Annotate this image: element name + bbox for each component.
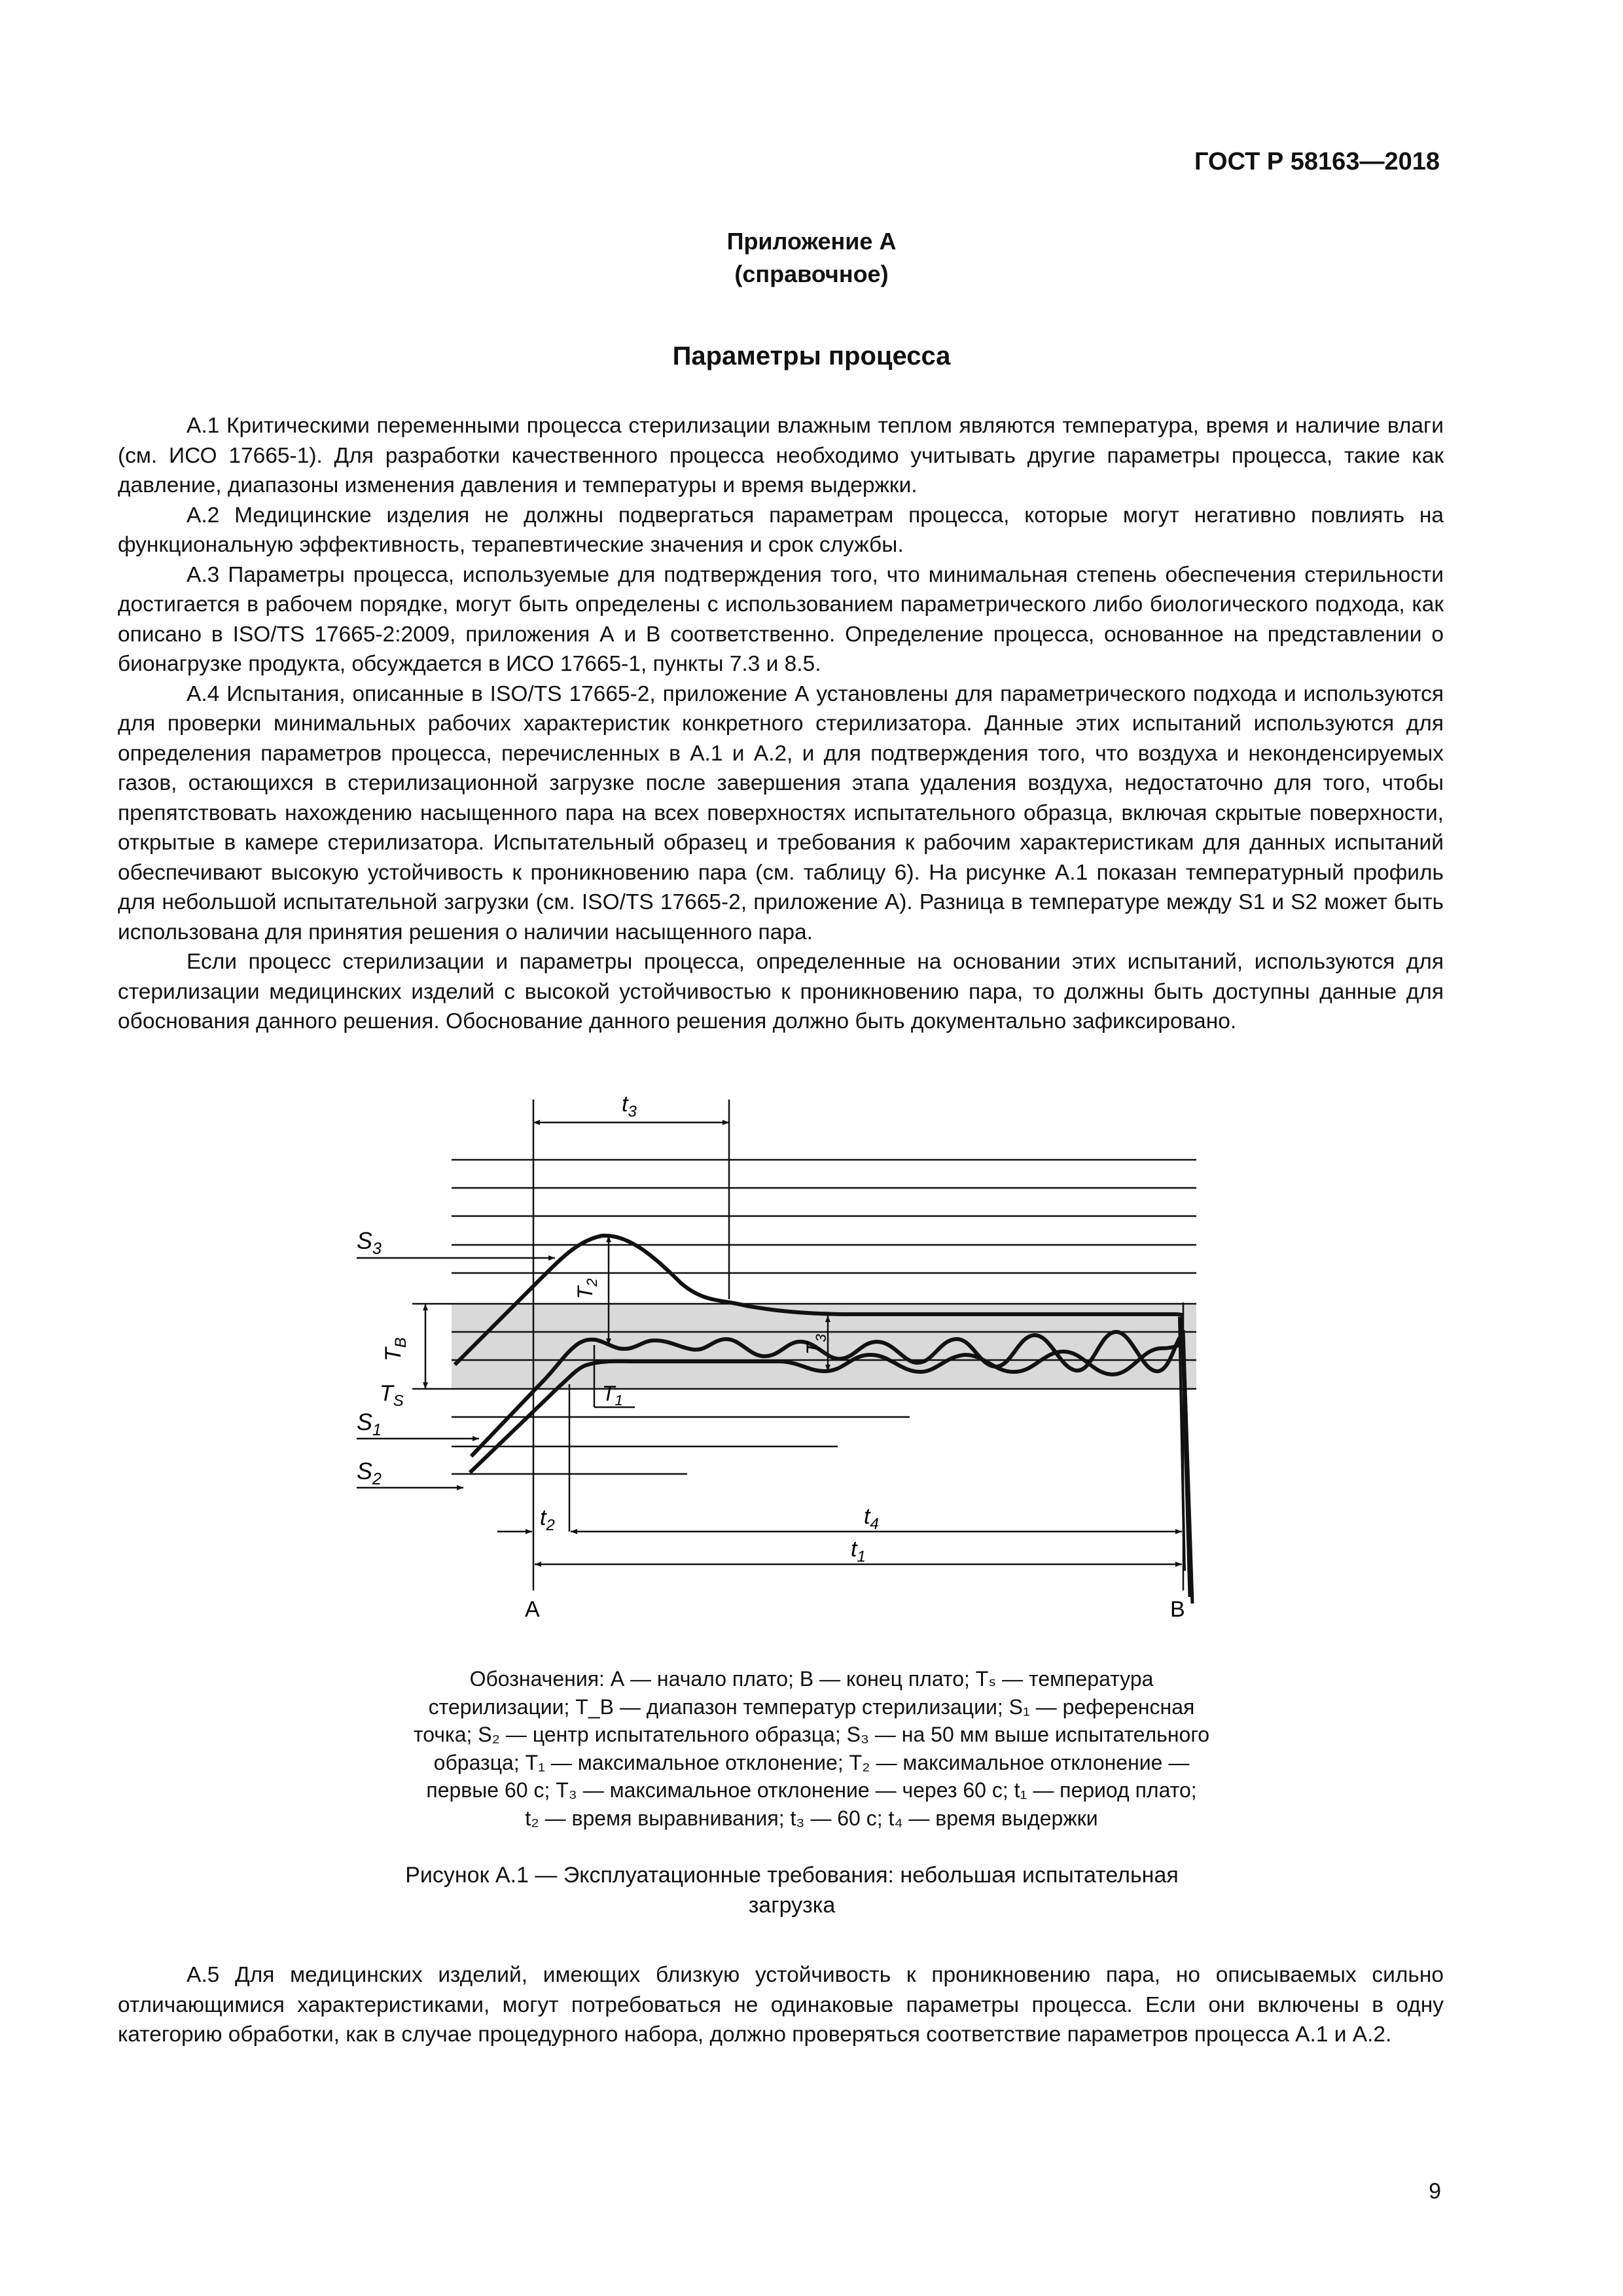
point-a-label: A — [525, 1597, 540, 1622]
paragraph-a1: А.1 Критическими переменными процесса стерилизации влажным теплом являются температура, время и наличие влаги (см. ИСО 17665-1). Для разработки качественного процесса необходимо учитывать другие параметры процесса, такие как давление, диапазоны изменения давления и температуры и время выдержки. — [118, 414, 1444, 497]
legend-line: Обозначения: А — начало плато; В — конец плато; Tₛ — температура — [469, 1667, 1154, 1691]
legend-line: первые 60 с; T₃ — максимальное отклонение — через 60 с; t₁ — период плато; — [426, 1778, 1197, 1802]
paragraph-a4: А.4 Испытания, описанные в ISO/TS 17665-2, приложение А установлены для параметрического подхода и используются для проверки минимальных рабочих характеристик конкретного стерилизатора. Данные этих испытаний используются для определения параметров процесса, перечисленных в А.1 и А.2, и для подтверждения того, что воздуха и неконденсируемых газов, остающихся в стерилизационной загрузке после завершения этапа удаления воздуха, недостаточно для того, чтобы препятствовать нахождению насыщенного пара на всех поверхностях испытательного образца, включая скрытые поверхности, открытые в камере стерилизатора. Испытательный образец и требования к рабочим характеристикам для данных испытаний обеспечивают высокую устойчивость к проникновению пара (см. таблицу 6). На рисунке А.1 показан температурный профиль для небольшой испытательной загрузки (см. ISO/TS 17665-2, приложение А). Разница в температуре между S1 и S2 может быть использована для принятия решения о наличии насыщенного пара. — [118, 681, 1444, 944]
caption-line: загрузка — [748, 1893, 836, 1918]
paragraph-a2: А.2 Медицинские изделия не должны подвергаться параметрам процесса, которые могут негативно повлиять на функциональную эффективность, терапевтические значения и срок службы. — [118, 503, 1444, 557]
legend-line: точка; S₂ — центр испытательного образца; S₃ — на 50 мм выше испытательного — [413, 1723, 1210, 1746]
point-b-label: B — [1170, 1597, 1185, 1622]
body-text-top — [118, 411, 1444, 1037]
figure-caption — [314, 1860, 1270, 1920]
legend-line: стерилизации; T_B — диапазон температур стерилизации; S₁ — референсная — [428, 1695, 1195, 1719]
s1-label: $S_1$ — [357, 1408, 382, 1439]
legend-line: t₂ — время выравнивания; t₃ — 60 с; t₄ — время выдержки — [525, 1806, 1098, 1830]
t1-label: $t_1$ — [851, 1537, 866, 1566]
paragraph-a3: А.3 Параметры процесса, используемые для подтверждения того, что минимальная степень обеспечения стерильности достигается в рабочем порядке, могут быть определены с использованием параметрического либо биологического подхода, как описано в ISO/TS 17665-2:2009, приложения А и В соответственно. Определение процесса, основанное на представлении о бионагрузке продукта, обсуждается в ИСО 17665-1, пункты 7.3 и 8.5. — [118, 562, 1444, 676]
TS-label: $T_S$ — [380, 1381, 404, 1410]
annex-title: Приложение А — [726, 228, 897, 255]
paragraph-a4-cont: Если процесс стерилизации и параметры процесса, определенные на основании этих испытаний, используются для стерилизации медицинских изделий с высокой устойчивостью к проникновению пара, то должны быть доступны данные для обоснования данного решения. Обоснование данного решения должно быть документально зафиксировано. — [118, 950, 1444, 1033]
figure-legend — [347, 1665, 1276, 1832]
section-title: Параметры процесса — [672, 342, 951, 370]
t3-label: $t_3$ — [622, 1092, 637, 1121]
T1-label: $T_1$ — [602, 1382, 623, 1408]
T2-label: $T_2$ — [573, 1278, 600, 1299]
TB-label: $T_B$ — [381, 1337, 410, 1361]
temperature-profile-diagram — [327, 1073, 1283, 1636]
paragraph-a5: А.5 Для медицинских изделий, имеющих близкую устойчивость к проникновению пара, но описываемых сильно отличающимися характеристиками, могут потребоваться не одинаковые параметры процесса. Если они включены в одну категорию обработки, как в случае процедурного набора, должно проверяться соответствие параметров процесса А.1 и А.2. — [118, 1963, 1444, 2047]
caption-line: Рисунок А.1 — Эксплуатационные требования: небольшая испытательная — [405, 1863, 1179, 1888]
body-text-bottom — [118, 1960, 1444, 2050]
figure-a1 — [327, 1073, 1283, 1636]
t4-label: $t_4$ — [864, 1504, 879, 1533]
annex-heading — [0, 225, 1623, 291]
annex-status: (справочное) — [734, 260, 889, 287]
t2-label: $t_2$ — [540, 1505, 555, 1534]
T3-label: $T_3$ — [802, 1334, 829, 1355]
s2-label: $S_2$ — [357, 1458, 382, 1488]
legend-line: образца; T₁ — максимальное отклонение; T₂ — максимальное отклонение — — [433, 1750, 1190, 1774]
page-number: 9 — [1429, 2179, 1441, 2204]
s3-label: $S_3$ — [357, 1227, 382, 1258]
standard-code: ГОСТ Р 58163—2018 — [1194, 148, 1440, 175]
